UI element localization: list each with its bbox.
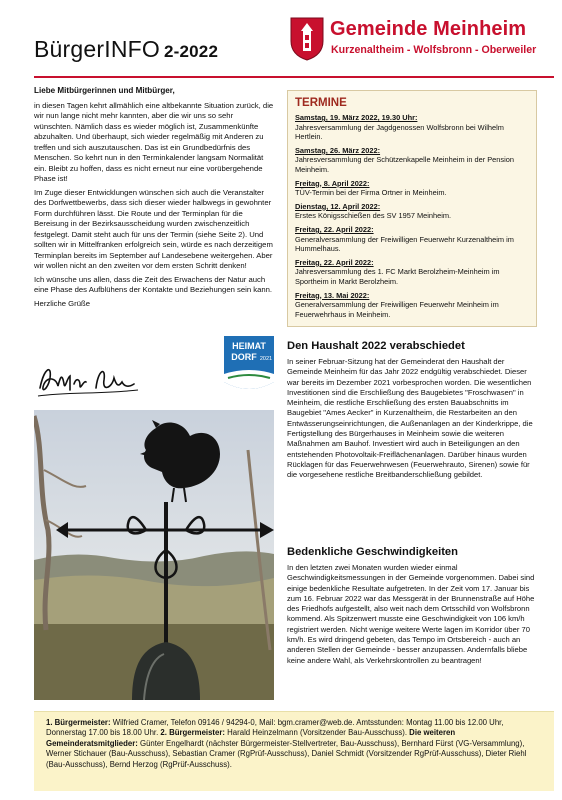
event-date: Freitag, 22. April 2022: (295, 257, 374, 267)
members-text: Günter Engelhardt (nächster Bürgermeister-Stellvertreter, Bau-Ausschuss), Bernhard Fürst (VG-Versammlung), Werner Stichauer (Bau-Ausschuss), Sebastian Cramer (RgPrüf-Ausschuss), Daniel Schmidt (Vorsitzender RgPrüf-Ausschuss), Dieter Riehl (Bau-Ausschuss), Bernd Herzog (RgPrüf-Ausschuss). (46, 738, 527, 769)
letter-paragraph: in diesen Tagen kehrt allmählich eine altbekannte Situation zurück, die wir nun lange nicht mehr kannten, aber die wir uns so sehr wünschten. Nämlich dass es wieder möglich ist, Zusammenkünfte abzuhalten. Und überhaupt, sich wieder regelmäßig mit Anderen zu treffen und sich auszutauschen. Das ist ein Grundbedürfnis des Menschen. So kehrt nun in den Terminkalender langsam Normalität ein. Bleibt zu hoffen, dass es nicht erneut nur eine vorübergehende Phase ist! (34, 100, 274, 184)
event-description: Jahresversammlung des 1. FC Markt Berolzheim-Meinheim im Sportheim in Markt Berolzheim. (295, 267, 500, 286)
page-header (0, 0, 562, 76)
council-footer (34, 711, 554, 791)
mayor-contact: Wilfried Cramer, Telefon 09146 / 94294-0, Mail: bgm.cramer@web.de. Amtsstunden: Montag 11.00 bis 12.00 Uhr, Donnerstag 17.00 bis 18.00 Uhr. (46, 718, 504, 738)
letter-paragraph: Im Zuge dieser Entwicklungen wünschen sich auch die Veranstalter des Dorfwettbewerbs, dass sich dieser wieder halbwegs in gewohnter Form durchführen lässt. Die Route und der Terminplan für die Bereisung in der Bezirksausscheidung wurden zwischenzeitlich festgelegt. Damit steht auch für uns der Termin (siehe Seite 2). Und sollten wir in Mittelfranken erfolgreich sein, würde es nach derzeitigem Terminplan bereits im September auf Landesebene weitergehen. Aber wir wollen nicht an den zweiten vor dem ersten Schritt denken! (34, 187, 273, 271)
event-item (295, 258, 529, 287)
footer-text (46, 718, 542, 770)
title-text: BürgerINFO (34, 36, 160, 62)
event-description: TÜV-Termin bei der Firma Ortner in Meinheim. (295, 188, 447, 198)
mayor-label: 1. Bürgermeister: (46, 718, 111, 727)
deputy-label: 2. Bürgermeister: (158, 728, 225, 738)
municipal-crest-icon (290, 17, 324, 61)
letter-closing: Herzliche Grüße (34, 298, 90, 308)
budget-heading: Den Haushalt 2022 verabschiedet (287, 340, 465, 352)
issue-number: 2-2022 (163, 42, 219, 61)
badge-line-1: HEIMAT (232, 341, 266, 351)
event-date: Freitag, 22. April 2022: (295, 224, 374, 234)
event-date: Dienstag, 12. April 2022: (295, 201, 381, 211)
event-item (295, 225, 529, 254)
letter-body (34, 101, 274, 310)
municipality-districts: Kurzenaltheim - Wolfsbronn - Oberweiler (331, 44, 537, 56)
event-item (295, 113, 529, 142)
event-date: Freitag, 13. Mai 2022: (295, 290, 370, 300)
budget-article (287, 340, 539, 481)
event-date: Freitag, 8. April 2022: (295, 178, 370, 188)
event-date: Samstag, 19. März 2022, 19.30 Uhr: (295, 113, 418, 122)
budget-body: In seiner Februar-Sitzung hat der Gemeinderat den Haushalt der Gemeinde Meinheim für das Jahr 2022 endgültig verabschiedet. Dieser war bereits im Dezember 2021 vorbesprochen worden. Die wesentlichen Investitionen sind die Erschließung des Baugebietes "Froschwasen" in Meinheim, die restliche Erschließung des ersten Bauabschnitts im Baugebiet "Ames Aecker" in Kurzenaltheim, die Restarbeiten an den Entwässerungseinrichtungen, die Außenanlagen an der Kinderkrippe, die Fertigstellung des Bürgerhauses in Meinheim sowie die weiteren Maßnahmen am Bauhof. Investiert wird auch in Beteiligungen an den entstehenden Photovoltaik-Freiflächenanlagen. Darüber hinaus wurden Rücklagen für das Feuerwehrwesen (Feuerwehrauto, Sirenen) sowie für die vorgesehene restliche Breitbanderschließung gebildet. (287, 357, 533, 480)
newsletter-title (34, 36, 218, 63)
letter-greeting: Liebe Mitbürgerinnen und Mitbürger, (34, 86, 175, 95)
members-label: Die weiteren Gemeinderatsmitglieder: (46, 728, 456, 748)
event-item (295, 146, 529, 175)
speed-body: In den letzten zwei Monaten wurden wieder einmal Geschwindigkeitsmessungen in der Gemeinde vorgenommen. Dabei sind einige bedenkliche Resultate aufgetreten. In der Zeit vom 17. Januar bis zum 16. Februar 2022 war das Messgerät in der Brunnenstraße auf Höhe des Friedhofs aufgestellt, also weit nach dem Ortsschild von Wolfsbronn kommend. Als Spitzenwert musste eine Geschwindigkeit von 106 km/h registriert werden. Nicht wenige weitere Werte lagen im Korridor über 70 km/h. Es wird dringend gebeten, das Tempo im Ortsbereich - auch an anderen Stellen der Gemeinde - besser anzupassen. Andernfalls bliebe keine andere Wahl, als Verkehrskontrollen zu beantragen! (287, 563, 535, 665)
event-item (295, 179, 529, 198)
event-item (295, 291, 529, 320)
weathercock-photo (34, 410, 274, 700)
speed-heading: Bedenkliche Geschwindigkeiten (287, 546, 458, 558)
event-description: Generalversammlung der Freiwilligen Feuerwehr Kurzenaltheim im Hummelhaus. (295, 234, 514, 254)
speed-article (287, 546, 539, 666)
event-description: Erstes Königsschießen des SV 1957 Meinheim. (295, 211, 452, 221)
letter-paragraph: Ich wünsche uns allen, dass die Zeit des Erwachens der Natur auch eine Phase des Aufblühens der Kontakte und Beziehungen sein kann. (34, 274, 273, 295)
event-description: Jahresversammlung der Schützenkapelle Meinheim in der Pension Meinheim. (295, 155, 514, 174)
header-divider (34, 76, 554, 78)
event-item (295, 202, 529, 221)
badge-year: 2021 (259, 356, 273, 362)
deputy-text: Harald Heinzelmann (Vorsitzender Bau-Ausschuss). (225, 728, 408, 738)
badge-line-2: DORF (231, 352, 257, 362)
heimatdorf-badge (222, 334, 276, 396)
mayor-letter (34, 86, 274, 312)
mayor-signature (34, 358, 164, 402)
events-panel (287, 90, 537, 327)
municipality-name: Gemeinde Meinheim (330, 18, 527, 40)
event-description: Jahresversammlung der Jagdgenossen Wolfsbronn bei Wilhelm Hertlein. (295, 122, 504, 142)
event-description: Generalversammlung der Freiwilligen Feuerwehr Meinheim im Feuerwehrhaus in Meinheim. (295, 300, 499, 319)
events-title: TERMINE (295, 97, 347, 109)
event-date: Samstag, 26. März 2022: (295, 145, 381, 155)
